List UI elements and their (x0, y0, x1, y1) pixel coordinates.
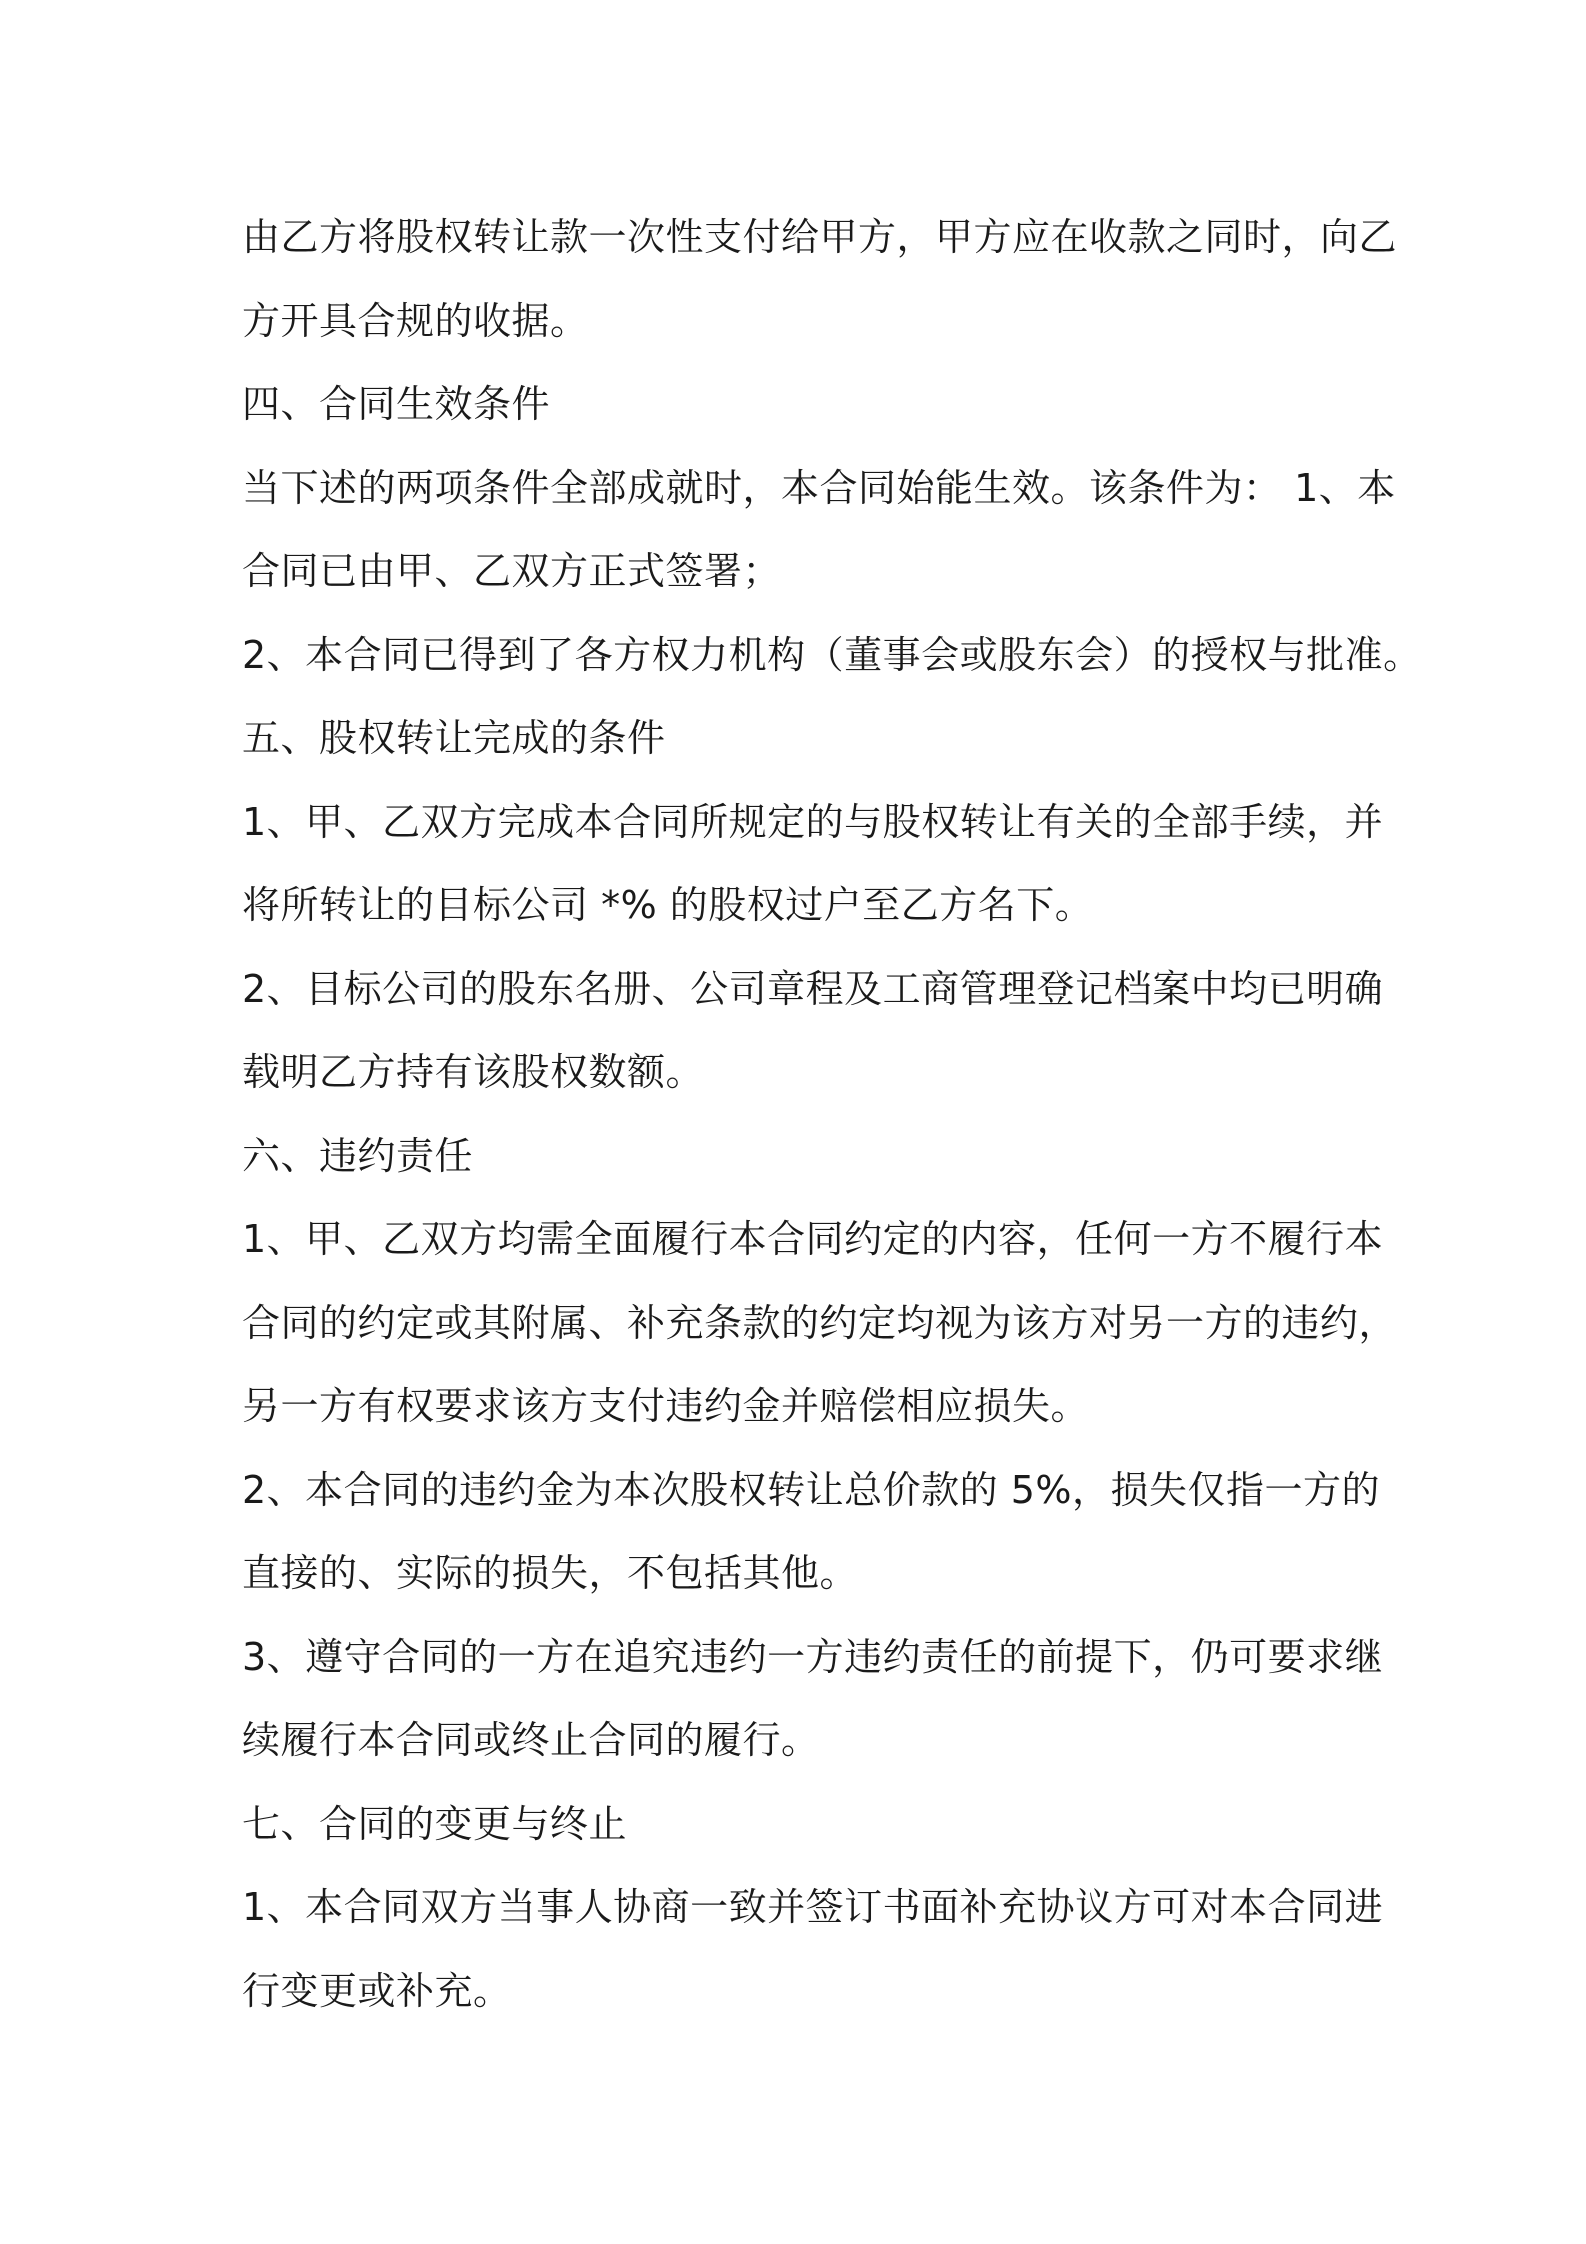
text-line: 1、本合同双方当事人协商一致并签订书面补充协议方可对本合同进 (242, 1885, 1384, 1929)
text-line: 1、甲、乙双方完成本合同所规定的与股权转让有关的全部手续，并 (242, 799, 1384, 844)
section-heading: 七、合同的变更与终止 (242, 1801, 628, 1846)
text-line: 将所转让的目标公司 *% 的股权过户至乙方名下。 (242, 883, 1094, 927)
text-line: 方开具合规的收据。 (242, 298, 589, 343)
section-heading: 五、股权转让完成的条件 (242, 716, 666, 760)
text-line: 另一方有权要求该方支付违约金并赔偿相应损失。 (242, 1384, 1090, 1428)
text-line: 1、甲、乙双方均需全面履行本合同约定的内容，任何一方不履行本 (242, 1217, 1384, 1261)
section-heading: 四、合同生效条件 (242, 382, 551, 426)
text-line: 合同的约定或其附属、补充条款的约定均视为该方对另一方的违约， (242, 1300, 1398, 1345)
text-line: 2、目标公司的股东名册、公司章程及工商管理登记档案中均已明确 (242, 966, 1384, 1011)
text-line: 当下述的两项条件全部成就时，本合同始能生效。该条件为： 1、本 (242, 465, 1396, 510)
document-body (242, 196, 1422, 2033)
text-line: 3、遵守合同的一方在追究违约一方违约责任的前提下，仍可要求继 (242, 1634, 1384, 1679)
text-line: 合同已由甲、乙双方正式签署； (242, 549, 782, 593)
text-line: 2、本合同已得到了各方权力机构（董事会或股东会）的授权与批准。 (242, 632, 1422, 677)
text-line: 直接的、实际的损失，不包括其他。 (242, 1551, 859, 1595)
text-line: 行变更或补充。 (242, 1968, 512, 2013)
text-line: 续履行本合同或终止合同的履行。 (242, 1718, 820, 1762)
text-line: 载明乙方持有该股权数额。 (242, 1050, 705, 1094)
text-line: 由乙方将股权转让款一次性支付给甲方，甲方应在收款之同时，向乙 (242, 215, 1398, 259)
section-heading: 六、违约责任 (242, 1133, 474, 1178)
text-line: 2、本合同的违约金为本次股权转让总价款的 5%，损失仅指一方的 (242, 1467, 1381, 1512)
